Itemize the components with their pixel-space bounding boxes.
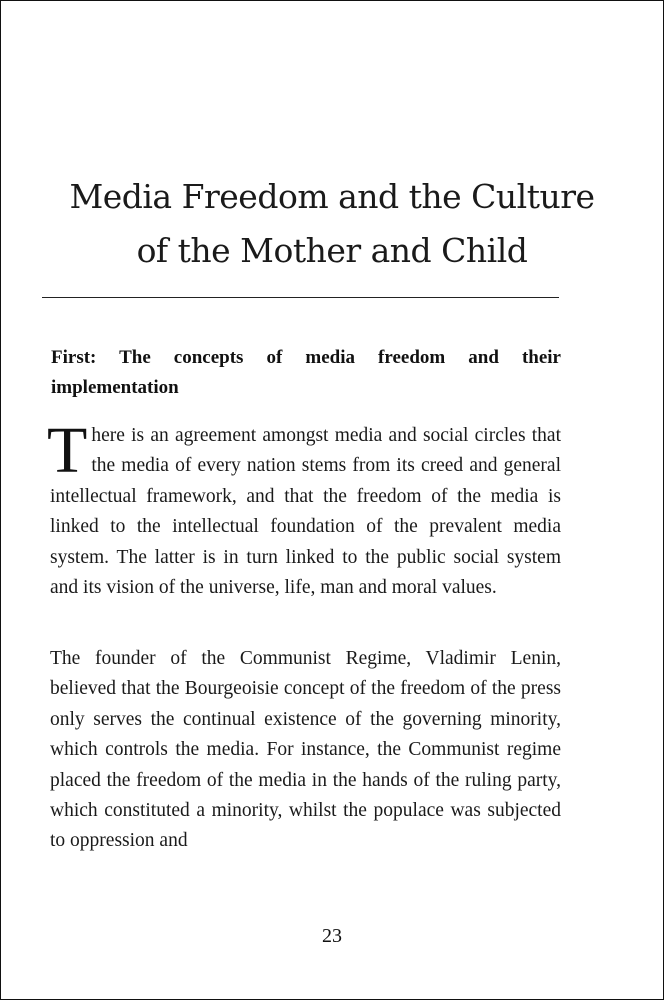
- section-heading: First: The concepts of media freedom and their implementation: [51, 347, 561, 398]
- title-divider: [42, 297, 559, 298]
- drop-cap: T: [47, 414, 88, 487]
- page-number: 23: [322, 925, 342, 947]
- paragraph-1: [47, 414, 561, 603]
- paragraph-1-text: here is an agreement amongst media and social circles that the media of every nation stems from its creed and general intellectual framework, and that the freedom of the media is linked to the intellectual foundation of the prevalent media system. The latter is in turn linked to the public social system and its vision of the universe, life, man and moral values.: [50, 425, 561, 599]
- paragraph-2: The founder of the Communist Regime, Vladimir Lenin, believed that the Bourgeoisie concept of the freedom of the press only serves the continual existence of the governing minority, which controls the media. For instance, the Communist regime placed the freedom of the media in the hands of the ruling party, which constituted a minority, whilst the populace was subjected to oppression and: [50, 648, 561, 852]
- chapter-title: [40, 170, 624, 278]
- chapter-title-line-1: Media Freedom and the Culture: [69, 177, 595, 216]
- chapter-title-line-2: of the Mother and Child: [136, 231, 528, 270]
